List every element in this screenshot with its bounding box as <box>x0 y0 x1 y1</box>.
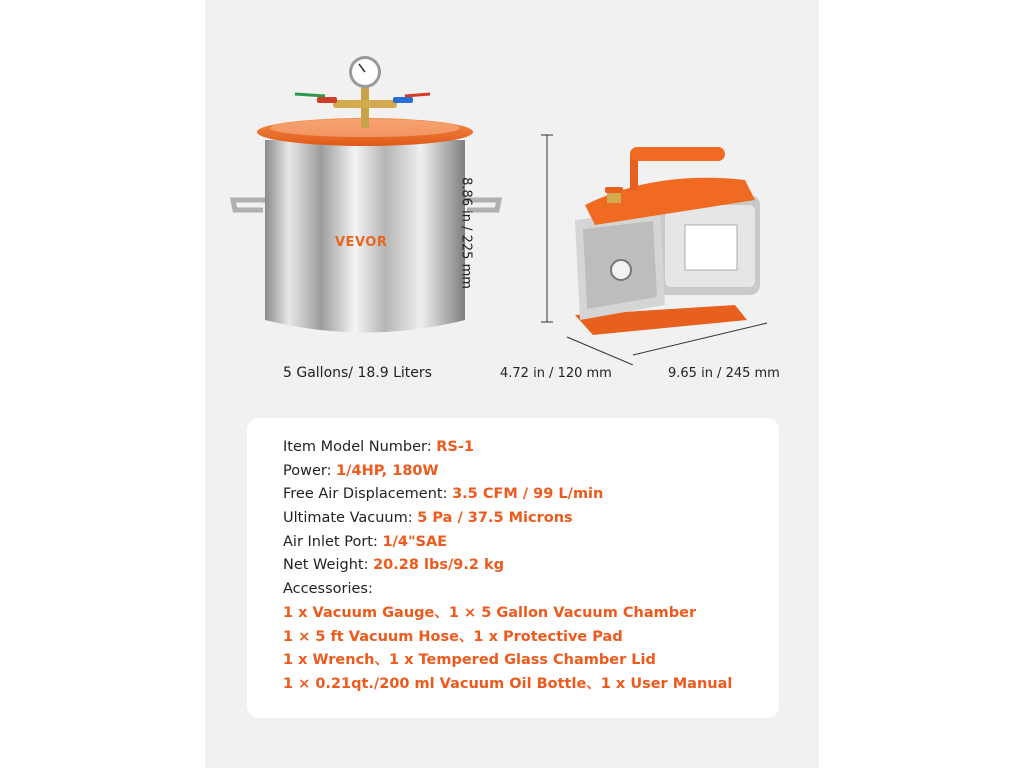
chamber-capacity-caption: 5 Gallons/ 18.9 Liters <box>283 365 432 381</box>
vacuum-pump-image <box>535 125 785 365</box>
accessories-heading: Accessories: <box>283 581 373 598</box>
spec-net-weight <box>283 554 732 578</box>
spec-value: RS-1 <box>436 439 474 455</box>
spec-value: 20.28 lbs/9.2 kg <box>373 557 505 574</box>
spec-label-plate <box>685 225 737 270</box>
spec-value: 1/4HP, 180W <box>336 462 439 479</box>
spec-model <box>283 436 732 460</box>
spec-air-displacement <box>283 483 732 507</box>
spec-label: Free Air Displacement: <box>283 486 453 503</box>
left-handle <box>233 200 265 210</box>
valve-blue-handle <box>393 97 413 103</box>
spec-ultimate-vacuum <box>283 507 732 531</box>
width-dimension-line <box>567 337 633 365</box>
specifications-card <box>247 418 779 718</box>
pump-height-label: 8.86 in / 225 mm <box>458 177 474 289</box>
spec-label: Ultimate Vacuum: <box>283 510 418 527</box>
spec-label: Item Model Number: <box>283 439 437 455</box>
spec-value: 1/4"SAE <box>382 533 448 550</box>
pump-length-label: 9.65 in / 245 mm <box>668 366 780 381</box>
accessory-line: 1 × 5 ft Vacuum Hose、1 x Protective Pad <box>283 628 623 645</box>
pump-handle <box>630 147 725 161</box>
pump-width-label: 4.72 in / 120 mm <box>500 366 612 381</box>
spec-value: 3.5 CFM / 99 L/min <box>452 486 604 503</box>
spec-label: Air Inlet Port: <box>283 533 383 550</box>
chamber-brand-logo: VEVOR <box>335 235 388 250</box>
spec-power <box>283 460 732 484</box>
spec-air-inlet-port <box>283 531 732 555</box>
accessory-line: 1 x Wrench、1 x Tempered Glass Chamber Lid <box>283 652 656 669</box>
accessory-line: 1 × 0.21qt./200 ml Vacuum Oil Bottle、1 x User Manual <box>283 675 733 692</box>
spec-label: Net Weight: <box>283 557 374 574</box>
valve-red-handle <box>317 97 337 103</box>
spec-value: 5 Pa / 37.5 Microns <box>417 510 573 527</box>
oil-sight-glass-icon <box>611 260 631 280</box>
specifications-list <box>283 436 732 697</box>
spec-label: Power: <box>283 462 337 479</box>
accessory-line: 1 x Vacuum Gauge、1 × 5 Gallon Vacuum Chamber <box>283 604 697 621</box>
